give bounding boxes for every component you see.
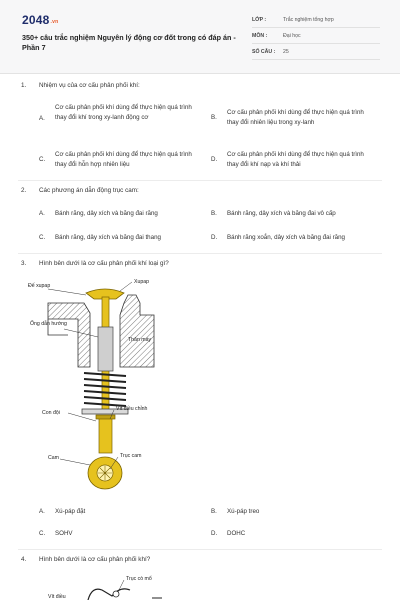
meta-count-value: 25 — [283, 49, 289, 55]
question-number: 1. — [21, 82, 27, 89]
question-1-option-b[interactable] — [211, 108, 383, 132]
meta-class-label: LỚP : — [252, 17, 267, 23]
option-letter: D. — [211, 530, 218, 537]
label-ong-dan-huong: Ống dẫn hướng — [30, 321, 67, 327]
option-text: Bánh răng, dây xích và băng đai răng — [55, 210, 158, 217]
label-de-xupap: Đế xupap — [28, 283, 51, 289]
meta-count-row — [252, 45, 380, 60]
option-letter: C. — [39, 530, 46, 537]
option-text: Bánh răng xoắn, dây xích và băng đai răng — [227, 234, 345, 241]
valve-guide — [98, 327, 113, 371]
label-con-doi: Con đội — [42, 410, 60, 416]
question-text: Hình bên dưới là cơ cấu phân phối khí? — [39, 556, 151, 563]
label-truc-cam: Trục cam — [120, 453, 142, 459]
logo-text: 2048 — [22, 13, 50, 27]
logo-suffix: .vn — [50, 19, 59, 25]
meta-class-row — [252, 13, 380, 28]
question-3-option-a[interactable] — [39, 507, 211, 519]
question-3-option-c[interactable] — [39, 529, 211, 541]
label-cam: Cam — [48, 455, 59, 461]
meta-subject-value[interactable]: Đại học — [283, 33, 301, 39]
question-text: Hình bên dưới là cơ cấu phân phối khí loại gì? — [39, 260, 169, 267]
option-text: Bánh răng, dây xích và băng đai thang — [55, 234, 161, 241]
divider — [18, 180, 382, 181]
option-text: Xú-páp treo — [227, 508, 260, 515]
question-text: Nhiệm vụ của cơ cấu phân phối khí: — [39, 82, 140, 89]
label-vit-dieu-chinh: Vít điều chỉnh — [116, 406, 148, 412]
divider — [18, 549, 382, 550]
option-letter: A. — [39, 115, 45, 122]
option-text: SOHV — [55, 530, 73, 537]
meta-subject-label: MÔN : — [252, 33, 268, 39]
option-letter: B. — [211, 508, 217, 515]
page-header — [0, 0, 400, 74]
option-letter: D. — [211, 156, 218, 163]
question-2-option-d[interactable] — [211, 233, 383, 245]
question-3-option-b[interactable] — [211, 507, 383, 519]
question-text: Các phương án dẫn động trục cam: — [39, 187, 139, 194]
option-text: Cơ cấu phân phối khí dùng để thực hiện quá trình thay đổi khí trong xy-lanh động cơ — [55, 104, 192, 121]
valve-mechanism-figure — [28, 275, 198, 497]
label-vit-dieu: Vít điều — [48, 594, 66, 600]
block-right — [120, 295, 154, 367]
question-number: 3. — [21, 260, 27, 267]
question-1-option-a[interactable] — [39, 103, 211, 135]
label-than-may: Thân máy — [128, 337, 152, 343]
question-number: 2. — [21, 187, 27, 194]
option-letter: A. — [39, 210, 45, 217]
question-3-option-d[interactable] — [211, 529, 383, 541]
site-logo[interactable] — [22, 13, 58, 27]
question-1-option-d[interactable] — [211, 150, 383, 172]
option-letter: D. — [211, 234, 218, 241]
label-truc-co-mo: Trục cò mổ — [126, 576, 152, 582]
question-1-option-c[interactable] — [39, 150, 211, 172]
option-text: DOHC — [227, 530, 246, 537]
question-2-option-c[interactable] — [39, 233, 211, 245]
meta-count-label: SỐ CÂU : — [252, 49, 276, 55]
option-text: Xú-páp đặt — [55, 508, 86, 515]
label-xupap: Xupap — [134, 279, 150, 285]
meta-class-value[interactable]: Trắc nghiệm tổng hợp — [283, 17, 334, 23]
option-text: Cơ cấu phân phối khí dùng để thực hiện quá trình thay đổi nhiên liệu trong xy-lanh — [227, 109, 364, 126]
tappet — [99, 417, 112, 453]
option-letter: C. — [39, 234, 46, 241]
option-letter: C. — [39, 156, 46, 163]
meta-subject-row — [252, 29, 380, 44]
question-2-option-a[interactable] — [39, 209, 211, 221]
rocker-arm — [88, 589, 130, 600]
rocker-mechanism-figure — [40, 570, 170, 600]
option-text: Bánh răng, dây xích và băng đai vô cấp — [227, 210, 336, 217]
question-2-option-b[interactable] — [211, 209, 383, 221]
option-text: Cơ cấu phân phối khí dùng để thực hiện quá trình thay đổi hỗn hợp nhiên liệu — [55, 151, 192, 168]
option-letter: B. — [211, 210, 217, 217]
option-letter: A. — [39, 508, 45, 515]
divider — [18, 253, 382, 254]
question-number: 4. — [21, 556, 27, 563]
page-title: 350+ câu trắc nghiệm Nguyên lý động cơ đốt trong có đáp án - Phần 7 — [22, 33, 236, 52]
option-letter: B. — [211, 114, 217, 121]
option-text: Cơ cấu phân phối khí dùng để thực hiện quá trình thay đổi khí nạp và khí thải — [227, 151, 364, 168]
